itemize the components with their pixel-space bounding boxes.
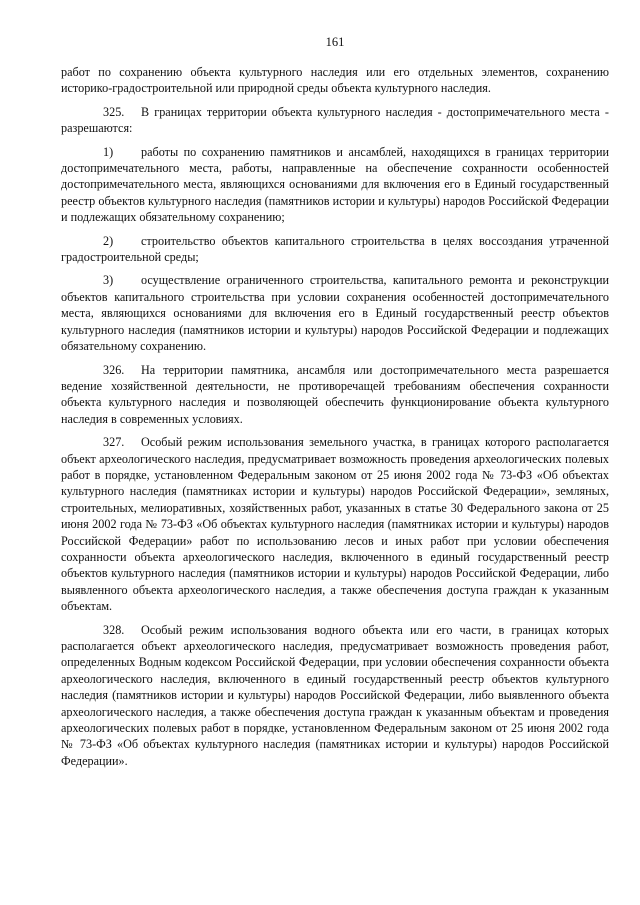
list-item-1 bbox=[61, 144, 609, 226]
paragraph-number: 327. bbox=[103, 435, 125, 450]
list-item-number: 2) bbox=[103, 233, 114, 248]
paragraph-number: 328. bbox=[103, 622, 125, 637]
list-item-text: строительство объектов капитального строительства в целях воссоздания утраченной градостроительной среды; bbox=[61, 233, 609, 265]
list-item-3 bbox=[61, 272, 609, 354]
page-number: 161 bbox=[325, 35, 345, 49]
document-body bbox=[61, 64, 609, 776]
list-item-number: 1) bbox=[103, 144, 114, 159]
paragraph-325 bbox=[61, 104, 609, 137]
paragraph-326 bbox=[61, 362, 609, 428]
paragraph-text: работ по сохранению объекта культурного наследия или его отдельных элементов, сохранению историко-градостроительной или природной среды объекта культурного наследия. bbox=[61, 65, 609, 96]
paragraph-number: 325. bbox=[103, 104, 125, 119]
list-item-text: работы по сохранению памятников и ансамблей, находящихся в границах территории достопримечательного места, работы, направленные на обеспечение сохранности особенностей достопримечательного места, являющихся основаниями для включения его в Единый государственный реестр объектов культурного наследия (памятников истории и культуры) народов Российской Федерации и подлежащих обязательному сохранению; bbox=[61, 144, 609, 225]
list-item-2 bbox=[61, 233, 609, 266]
paragraph-text: Особый режим использования водного объекта или его части, в границах которых располагается объект археологического наследия, предусматривает возможность проведения работ, определенных Водным кодексом Российской Федерации, при условии обеспечения сохранности объекта археологического наследия, включенного в единый государственный реестр объектов культурного наследия (памятников истории и культуры) народов Российской Федерации, либо выявленного объекта археологического наследия, а также обеспечения доступа граждан к указанным объектам и проведения археологических полевых работ в порядке, установленном Федеральным законом от 25 июня 2002 года № 73-ФЗ «Об объектах культурного наследия (памятниках истории и культуры) народов Российской Федерации». bbox=[61, 622, 609, 768]
paragraph-number: 326. bbox=[103, 362, 125, 377]
paragraph-continuation bbox=[61, 64, 609, 97]
paragraph-327 bbox=[61, 434, 609, 614]
paragraph-text: Особый режим использования земельного участка, в границах которого располагается объект археологического наследия, предусматривает возможность проведения археологических полевых работ в порядке, установленном Федеральным законом от 25 июня 2002 года № 73-ФЗ «Об объектах культурного наследия (памятниках истории и культуры) народов Российской Федерации», земляных, строительных, мелиоративных, хозяйственных работ, указанных в статье 30 Федерального закона от 25 июня 2002 года № 73-ФЗ «Об объектах культурного наследия (памятниках истории и культуры) народов Российской Федерации» работ по использованию лесов и иных работ при условии обеспечения сохранности объекта археологического наследия, включенного в единый государственный реестр объектов культурного наследия (памятников истории и культуры) народов Российской Федерации, либо выявленного объекта археологического наследия, а также обеспечения доступа граждан к указанным объектам. bbox=[61, 435, 609, 614]
list-item-text: осуществление ограниченного строительства, капитального ремонта и реконструкции объектов капитального строительства при условии сохранения особенностей достопримечательного места, являющихся основаниями для включения его в Единый государственный реестр объектов культурного наследия (памятников истории и культуры) народов Российской Федерации и подлежащих обязательному сохранению. bbox=[61, 273, 609, 354]
list-item-number: 3) bbox=[103, 273, 114, 288]
paragraph-text: На территории памятника, ансамбля или достопримечательного места разрешается ведение хозяйственной деятельности, не противоречащей требованиям обеспечения сохранности объекта культурного наследия и позволяющей обеспечить функционирование объекта культурного наследия в современных условиях. bbox=[61, 362, 609, 426]
paragraph-text: В границах территории объекта культурного наследия - достопримечательного места - разрешаются: bbox=[61, 104, 609, 136]
paragraph-328 bbox=[61, 622, 609, 770]
